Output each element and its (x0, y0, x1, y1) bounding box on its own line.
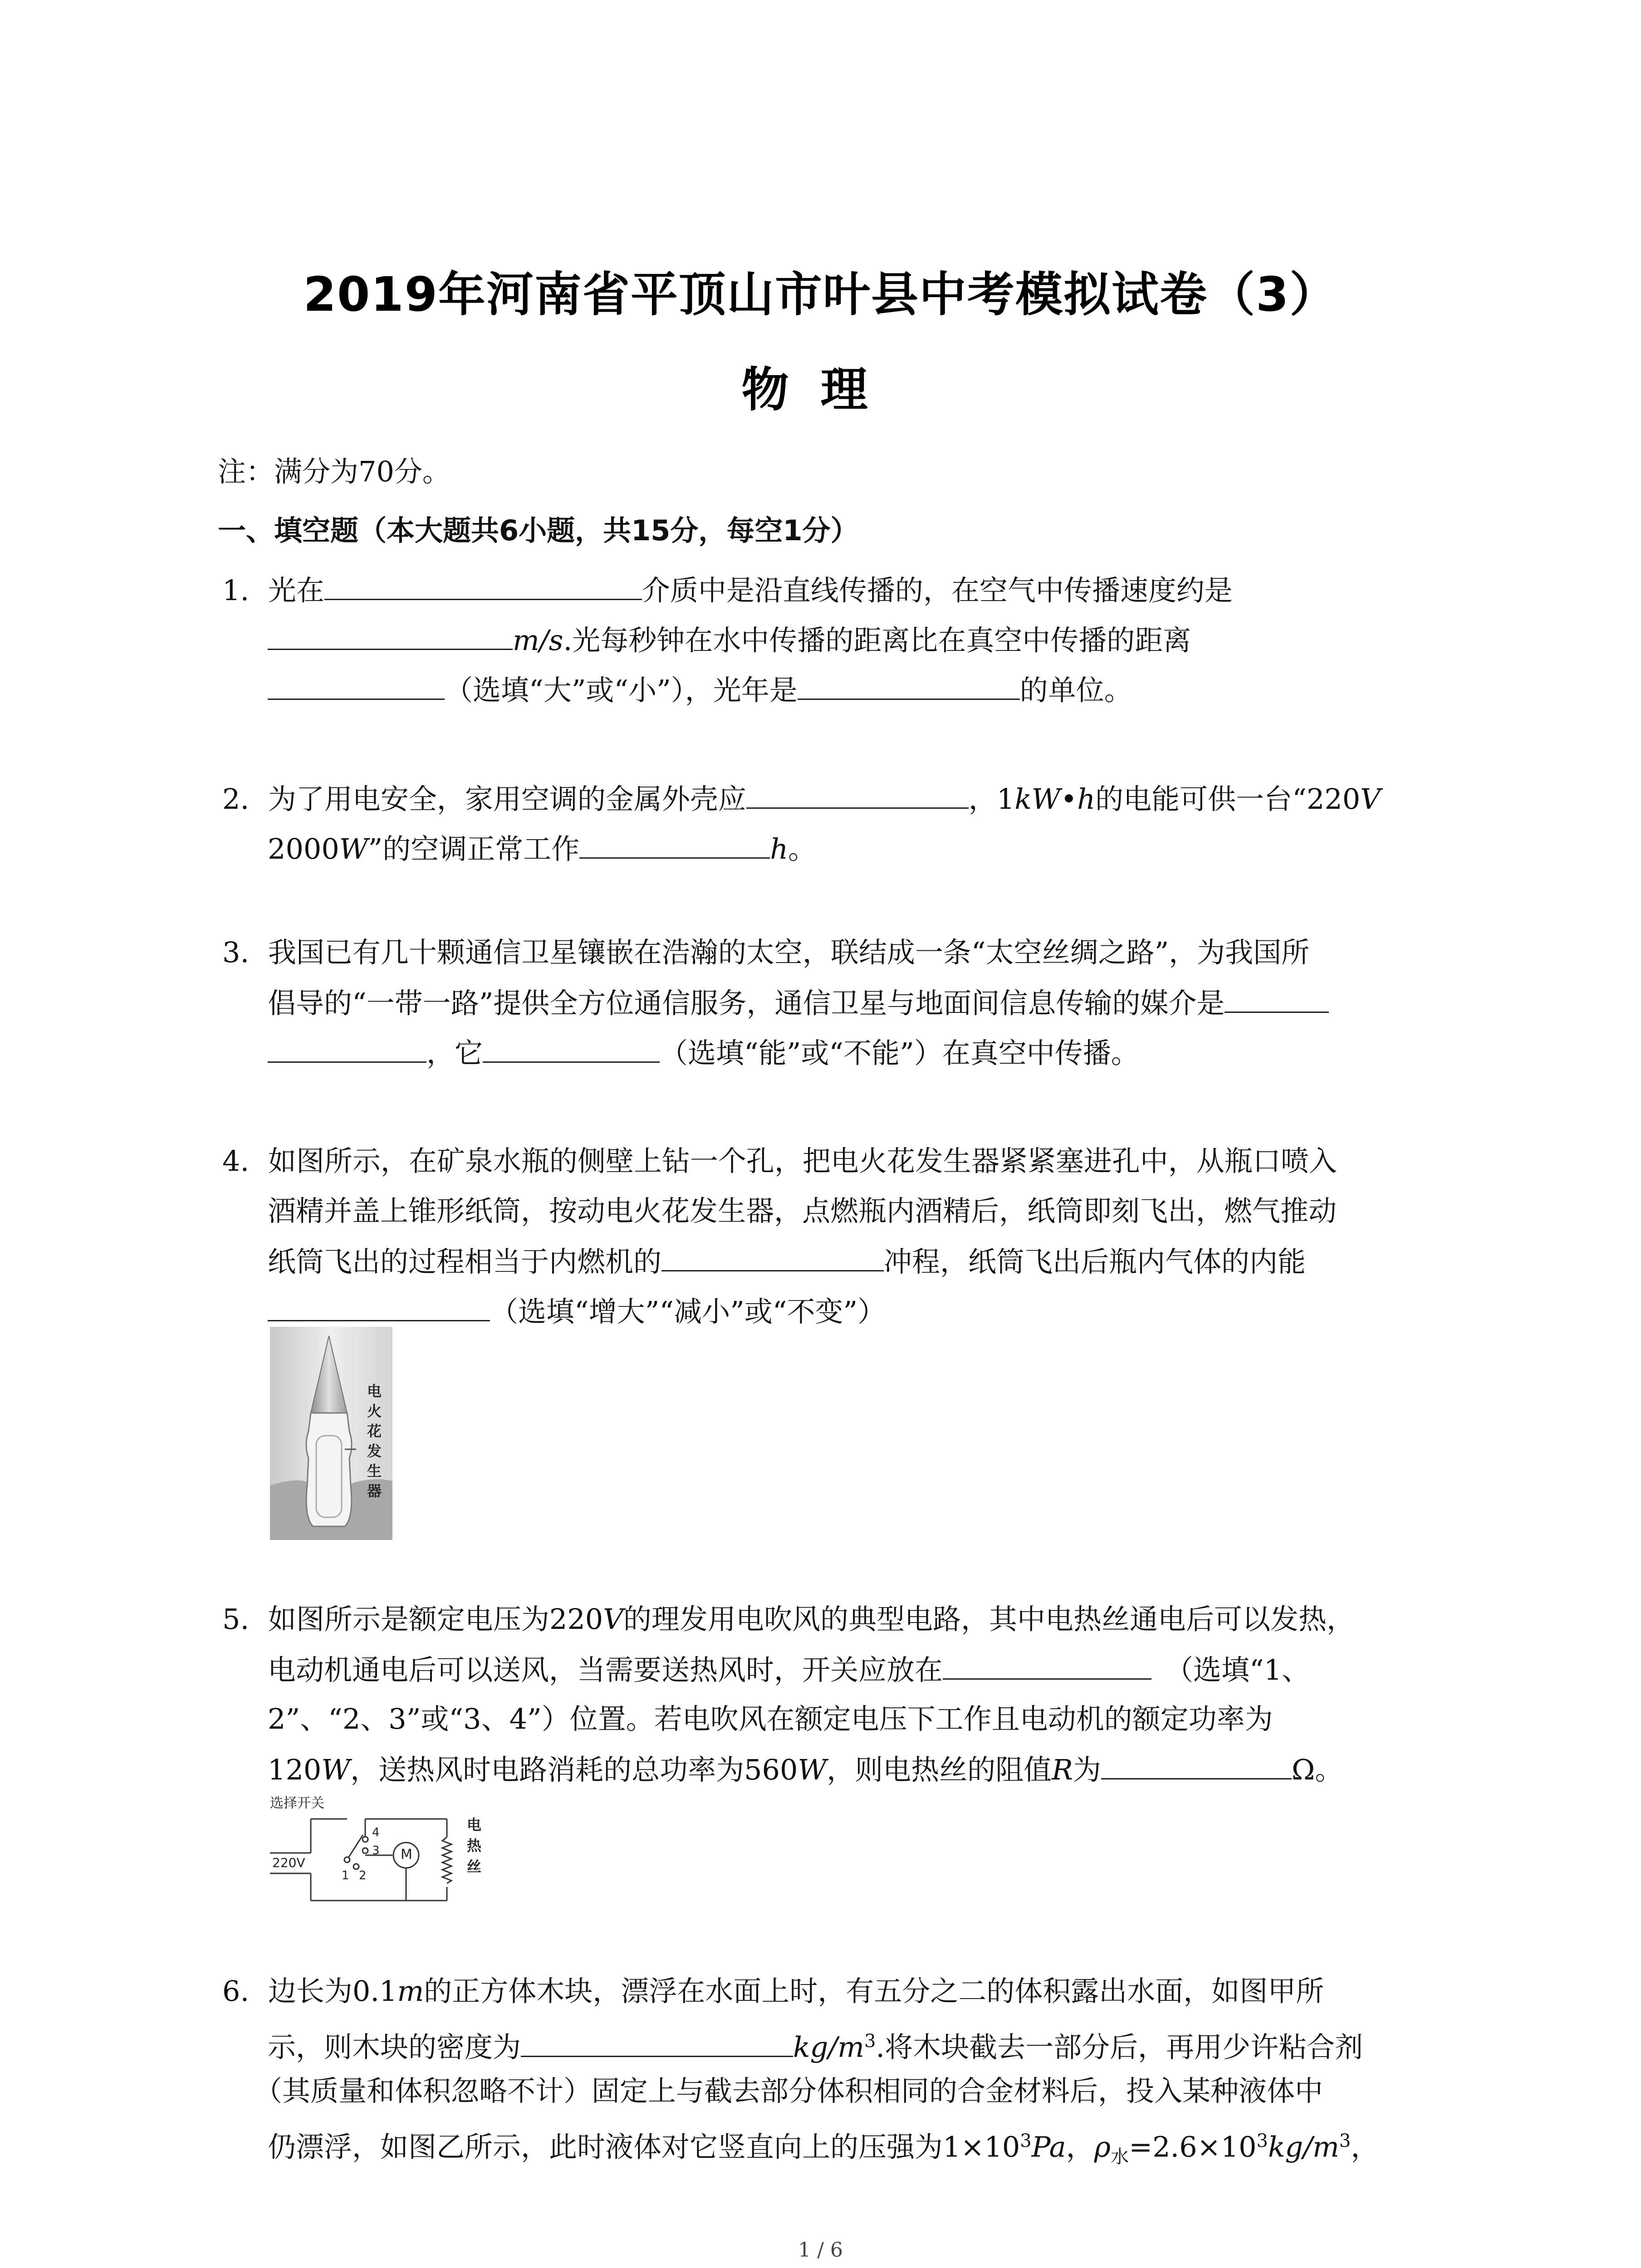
terminal-label: 2 (359, 1869, 367, 1882)
answer-blank[interactable] (746, 780, 969, 809)
question-5-line-3: 2”、“2、3”或“3、4”）位置。若电吹风在额定电压下工作且电动机的额定功率为 (268, 1702, 1273, 1735)
answer-blank[interactable] (798, 671, 1020, 700)
answer-blank[interactable] (943, 1651, 1151, 1680)
fig-label: 电 火 花 发 生 器 (367, 1383, 382, 1500)
question-4-line-3: 纸筒飞出的过程相当于内燃机的 冲程，纸筒飞出后瓶内气体的内能 (268, 1243, 1306, 1280)
heater-label: 电 热 丝 (466, 1816, 481, 1875)
question-number: 2. (222, 782, 250, 816)
question-6-line-4: 仍漂浮，如图乙所示，此时液体对它竖直向上的压强为$1\times 10^3Pa$，$\rho_水=2.6\times 10^3kg/m^3$， (268, 2130, 1379, 2168)
answer-blank[interactable] (579, 830, 770, 859)
question-3-line-2: 倡导的“一带一路”提供全方位通信服务，通信卫星与地面间信息传输的媒介是 (268, 984, 1329, 1022)
question-number: 6. (222, 1975, 250, 2008)
question-5-line-2: 电动机通电后可以送风，当需要送热风时，开关应放在 （选填“1、 (268, 1651, 1310, 1688)
question-1-line-3: （选填“大”或“小”），光年是 的单位。 (268, 671, 1132, 709)
question-2-line-2: 2000W”的空调正常工作 h。 (268, 830, 816, 867)
question-number: 4. (222, 1144, 250, 1178)
question-1-line-1: 1. 光在 介质中是沿直线传播的，在空气中传播速度约是 (222, 572, 1233, 609)
question-4-line-1: 4. 如图所示，在矿泉水瓶的侧壁上钻一个孔，把电火花发生器紧紧塞进孔中，从瓶口喷入 (222, 1144, 1337, 1178)
answer-blank[interactable] (1101, 1751, 1292, 1779)
subject-title: 物理 (741, 362, 900, 417)
answer-blank[interactable] (268, 671, 445, 700)
bottle-figure (270, 1327, 392, 1540)
section-heading: 一、填空题（本大题共6小题，共15分，每空1分） (218, 514, 859, 547)
question-6-line-3: （其质量和体积忽略不计）固定上与截去部分体积相同的合金材料后，投入某种液体中 (254, 2074, 1323, 2107)
question-5-line-1: 5. 如图所示是额定电压为220V的理发用电吹风的典型电路，其中电热丝通电后可以发热， (222, 1603, 1355, 1636)
question-6-line-2: 示，则木块的密度为 $kg/m^3$.将木块截去一部分后，再用少许粘合剂 (268, 2023, 1363, 2066)
question-4-line-4: （选填“增大”“减小”或“不变”） (268, 1293, 886, 1330)
voltage-label: 220V (272, 1855, 305, 1870)
answer-blank[interactable] (268, 621, 513, 650)
question-3-line-3: ，它 （选填“能”或“不能”）在真空中传播。 (268, 1034, 1139, 1071)
question-1-line-2: m/s.光每秒钟在水中传播的距离比在真空中传播的距离 (268, 621, 1191, 659)
terminal-label: 4 (372, 1826, 380, 1839)
question-4-line-2: 酒精并盖上锥形纸筒，按动电火花发生器，点燃瓶内酒精后，纸筒即刻飞出，燃气推动 (268, 1194, 1337, 1227)
terminal-label: 3 (372, 1844, 380, 1857)
answer-blank[interactable] (1225, 984, 1329, 1013)
question-3-line-1: 3. 我国已有几十颗通信卫星镶嵌在浩瀚的太空，联结成一条“太空丝绸之路”，为我国所 (222, 936, 1310, 969)
question-6-line-1: 6. 边长为0.1m的正方体木块，漂浮在水面上时，有五分之二的体积露出水面，如图甲所 (222, 1975, 1324, 2008)
answer-blank[interactable] (268, 1034, 426, 1063)
motor-label: M (401, 1847, 412, 1862)
answer-blank[interactable] (324, 572, 642, 600)
exam-title: 2019年河南省平顶山市叶县中考模拟试卷（3） (303, 267, 1338, 322)
terminal-label: 1 (342, 1869, 349, 1882)
answer-blank[interactable] (268, 1293, 490, 1321)
circuit-figure (270, 1792, 515, 1914)
question-number: 3. (222, 936, 250, 969)
question-number: 1. (222, 574, 250, 607)
page-number: 1 / 6 (798, 2239, 843, 2262)
question-number: 5. (222, 1603, 250, 1636)
answer-blank[interactable] (483, 1034, 660, 1063)
answer-blank[interactable] (521, 2028, 793, 2057)
score-note: 注：满分为70分。 (218, 455, 451, 488)
question-2-line-1: 2. 为了用电安全，家用空调的金属外壳应 ，1kW•h的电能可供一台“220V (222, 780, 1381, 817)
switch-label: 选择开关 (270, 1795, 324, 1811)
answer-blank[interactable] (661, 1243, 884, 1271)
question-5-line-4: 120W，送热风时电路消耗的总功率为560W，则电热丝的阻值R为 Ω。 (268, 1751, 1343, 1788)
